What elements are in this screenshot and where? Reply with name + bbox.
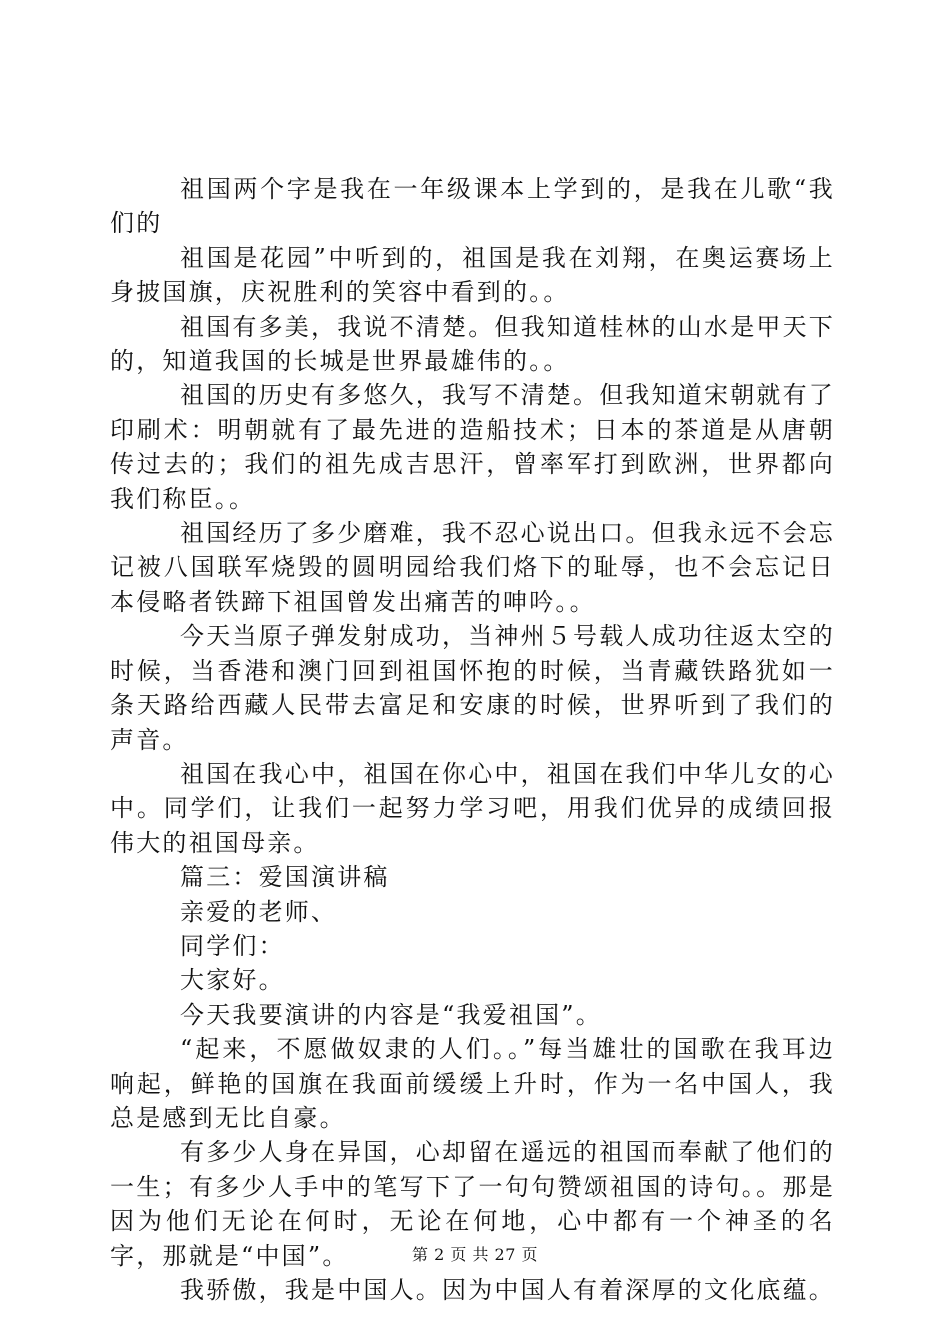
salutation-line-1: 亲爱的老师、 <box>180 897 338 926</box>
greeting: 大家好。 <box>180 966 285 995</box>
paragraph-5: 祖国经历了多少磨难，我不忍心说出口。但我永远不会忘记被八国联军烧毁的圆明园给我们烙下的耻辱，也不会忘记日本侵略者铁蹄下祖国曾发出痛苦的呻吟。。 <box>110 519 835 616</box>
paragraph-2: 祖国是花园”中听到的，祖国是我在刘翔，在奥运赛场上身披国旗，庆祝胜利的笑容中看到的。。 <box>110 243 835 307</box>
document-body <box>110 172 835 1307</box>
paragraph-3: 祖国有多美，我说不清楚。但我知道桂林的山水是甲天下的，知道我国的长城是世界最雄伟的。。 <box>110 312 835 376</box>
paragraph-4: 祖国的历史有多悠久，我写不清楚。但我知道宋朝就有了印刷术：明朝就有了最先进的造船技术；日本的茶道是从唐朝传过去的；我们的祖先成吉思汗，曾率军打到欧洲，世界都向我们称臣。。 <box>110 381 835 513</box>
paragraph-pride: 我骄傲，我是中国人。因为中国人有着深厚的文化底蕴。 <box>180 1276 835 1304</box>
section-heading: 篇三：爱国演讲稿 <box>180 863 390 892</box>
paragraph-anthem: “起来，不愿做奴隶的人们。。”每当雄壮的国歌在我耳边响起，鲜艳的国旗在我面前缓缓上升时，作为一名中国人，我总是感到无比自豪。 <box>110 1035 835 1132</box>
paragraph-6: 今天当原子弹发射成功，当神州５号载人成功往返太空的时候，当香港和澳门回到祖国怀抱的时候，当青藏铁路犹如一条天路给西藏人民带去富足和安康的时候，世界听到了我们的声音。 <box>110 622 835 754</box>
salutation-line-2: 同学们： <box>180 931 285 960</box>
paragraph-1: 祖国两个字是我在一年级课本上学到的，是我在儿歌“我们的 <box>110 175 835 238</box>
speech-topic: 今天我要演讲的内容是“我爱祖国”。 <box>180 1000 602 1029</box>
page-footer: 第 2 页 共 27 页 <box>412 1245 538 1264</box>
paragraph-7: 祖国在我心中，祖国在你心中，祖国在我们中华儿女的心中。同学们，让我们一起努力学习吧，用我们优异的成绩回报伟大的祖国母亲。 <box>110 759 835 857</box>
paragraph-abroad: 有多少人身在异国，心却留在遥远的祖国而奉献了他们的一生；有多少人手中的笔写下了一句句赞颂祖国的诗句。。那是因为他们无论在何时，无论在何地，心中都有一个神圣的名字，那就是“中国”。 <box>110 1138 835 1270</box>
